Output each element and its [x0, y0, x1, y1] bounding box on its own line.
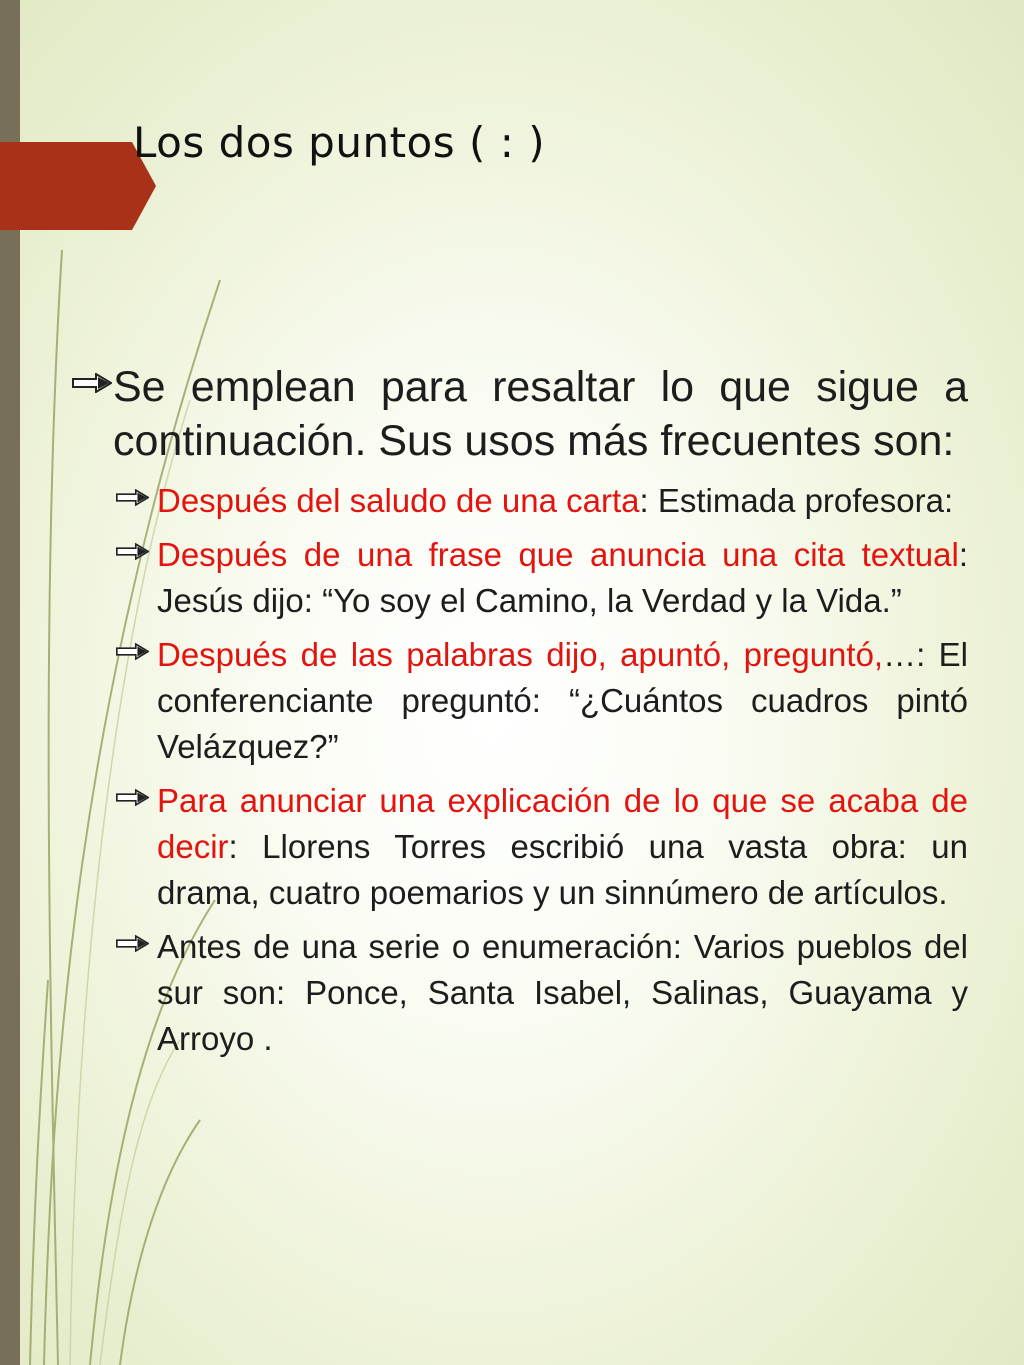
use-item	[116, 778, 968, 916]
arrow-bullet-icon	[116, 789, 149, 806]
intro-bullet	[72, 360, 968, 468]
intro-text: Se emplean para resaltar lo que sigue a continuación. Sus usos más frecuentes son:	[113, 363, 968, 465]
use-item	[116, 924, 968, 1062]
use-item	[116, 632, 968, 770]
use-highlight: Para anunciar una explicación de lo que se acaba de decir	[157, 782, 968, 865]
use-example: : Estimada profesora:	[639, 482, 954, 519]
use-item	[116, 532, 968, 624]
arrow-bullet-icon	[72, 373, 112, 393]
use-example: …: El conferenciante preguntó: “¿Cuántos cuadros pintó Velázquez?”	[157, 636, 968, 765]
arrow-bullet-icon	[116, 643, 149, 660]
slide-title: Los dos puntos ( : )	[133, 118, 546, 167]
use-example: Antes de una serie o enumeración: Varios pueblos del sur son: Ponce, Santa Isabel, Salinas, Guayama y Arroyo .	[157, 928, 968, 1057]
use-example: : Llorens Torres escribió una vasta obra: un drama, cuatro poemarios y un sinnúmero de artículos.	[157, 828, 968, 911]
arrow-bullet-icon	[116, 543, 149, 560]
use-highlight: Después de las palabras dijo, apuntó, preguntó,	[157, 636, 884, 673]
use-highlight: Después del saludo de una carta	[157, 482, 640, 519]
use-example: : Jesús dijo: “Yo soy el Camino, la Verdad y la Vida.”	[157, 536, 968, 619]
slide-content	[72, 360, 968, 1062]
use-highlight: Después de una frase que anuncia una cita textual	[157, 536, 959, 573]
arrow-bullet-icon	[116, 489, 149, 506]
use-item	[116, 478, 968, 524]
arrow-bullet-icon	[116, 935, 149, 952]
